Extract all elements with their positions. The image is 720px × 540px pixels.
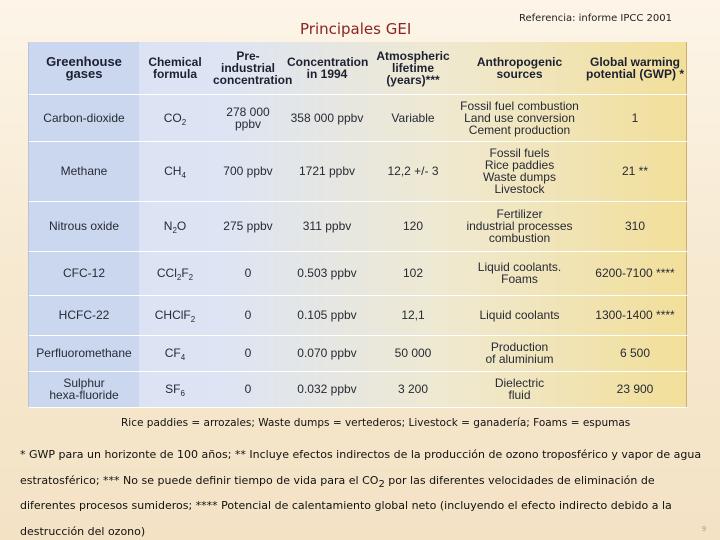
ghg-table <box>29 42 688 408</box>
footnote-text-2: por las diferentes velocidades de eliminación de diferentes procesos sumideros; **** Potencial de calentamiento global neto (incluyendo el efecto indirecto debido a la destrucción del ozono) <box>20 473 672 538</box>
source-line: Fertilizer <box>496 207 543 221</box>
cell-gas <box>29 141 139 201</box>
header-preindustrial-line: concentration <box>213 72 293 87</box>
cell-gwp: 1300-1400 **** <box>582 295 688 335</box>
cell-preindustrial: 0 <box>211 371 285 407</box>
header-formula-line: Chemical <box>148 54 202 69</box>
formula-subscript: 2 <box>172 226 177 235</box>
source-line: Rice paddies <box>484 158 555 172</box>
header-concentration <box>285 42 369 94</box>
gas-name-line: Sulphur <box>63 376 105 390</box>
source-line: combustion <box>488 231 551 245</box>
header-sources-line: Anthropogenic <box>476 54 563 69</box>
formula-base: CH <box>164 164 182 178</box>
cell-sources <box>457 295 582 335</box>
formula-subscript: 2 <box>190 315 196 324</box>
cell-concentration: 0.032 ppbv <box>285 371 369 407</box>
header-concentration-line: Concentration <box>287 54 369 69</box>
header-gwp-line: Global warming <box>589 54 680 69</box>
cell-formula <box>139 371 211 407</box>
cell-lifetime: 12,1 <box>369 295 457 335</box>
header-preindustrial-line: Pre-industrial <box>220 48 275 75</box>
source-line: Liquid coolants <box>479 308 560 322</box>
cell-concentration: 311 ppbv <box>285 201 369 251</box>
formula-subscript: 6 <box>180 389 185 398</box>
formula-subscript: 4 <box>180 353 186 362</box>
source-line: fluid <box>508 388 531 402</box>
cell-formula <box>139 94 211 141</box>
header-preindustrial <box>211 42 293 94</box>
header-lifetime-line: Atmospheric <box>376 48 450 63</box>
cell-sources <box>457 335 582 371</box>
formula-subscript: 2 <box>181 117 187 127</box>
cell-sources <box>457 141 582 201</box>
footnotes <box>20 442 704 540</box>
table-row <box>29 335 688 371</box>
cell-formula <box>139 295 211 335</box>
header-lifetime <box>369 42 457 94</box>
glossary-note: Rice paddies = arrozales; Waste dumps = vertederos; Livestock = ganadería; Foams = espumas <box>121 417 631 429</box>
page-number: 9 <box>702 526 706 533</box>
formula-base: CCl <box>156 266 177 280</box>
source-line: Liquid coolants. <box>477 260 562 274</box>
cell-formula <box>139 335 211 371</box>
table-row <box>29 371 688 407</box>
formula-base: CF <box>164 346 181 360</box>
cell-gwp: 23 900 <box>582 371 688 407</box>
header-formula-line: formula <box>152 66 197 81</box>
cell-formula <box>139 141 211 201</box>
formula-base: F <box>181 266 189 280</box>
cell-formula <box>139 251 211 295</box>
cell-lifetime: 102 <box>369 251 457 295</box>
cell-gas <box>29 251 139 295</box>
formula-subscript: 4 <box>181 171 186 180</box>
source-line: Waste dumps <box>483 170 556 184</box>
formula-base: CO <box>163 110 182 125</box>
source-line: Livestock <box>494 182 545 196</box>
table-header <box>29 42 688 94</box>
gas-name-line: hexa-fluoride <box>49 388 119 402</box>
cell-gwp: 1 <box>582 94 688 141</box>
cell-preindustrial: 278 000 ppbv <box>211 94 285 141</box>
gas-name-line: Nitrous oxide <box>48 219 120 233</box>
cell-lifetime: Variable <box>369 94 457 141</box>
cell-gwp: 310 <box>582 201 688 251</box>
cell-gas <box>29 335 139 371</box>
table-row <box>29 201 688 251</box>
gas-name-line: Methane <box>60 164 108 178</box>
cell-sources <box>457 201 582 251</box>
cell-concentration: 358 000 ppbv <box>285 94 369 141</box>
footnote-text-1: * GWP para un horizonte de 100 años; ** Incluye efectos indirectos de la producción de ozono troposférico y vapor de agua estratosférico; *** No se puede definir tiempo de vida para el CO <box>20 448 702 487</box>
gas-name-line: Perfluoromethane <box>36 346 132 360</box>
source-line: Production <box>490 340 549 354</box>
ghg-table-container <box>28 42 687 407</box>
cell-preindustrial: 0 <box>211 335 285 371</box>
header-row <box>29 42 688 94</box>
cell-gwp: 21 ** <box>582 141 688 201</box>
cell-concentration: 0.105 ppbv <box>285 295 369 335</box>
gas-name-line: CFC-12 <box>62 266 105 280</box>
cell-preindustrial: 275 ppbv <box>211 201 285 251</box>
formula-subscript: 2 <box>188 273 194 282</box>
footnote-subscript: 2 <box>378 478 385 490</box>
header-gas-line: gases <box>65 65 103 81</box>
cell-lifetime: 3 200 <box>369 371 457 407</box>
cell-gwp: 6 500 <box>582 335 688 371</box>
formula-base: O <box>176 219 187 233</box>
source-line: Foams <box>501 272 538 286</box>
header-gwp-line: potential (GWP) * <box>586 66 684 81</box>
cell-preindustrial: 700 ppbv <box>211 141 285 201</box>
cell-preindustrial: 0 <box>211 251 285 295</box>
cell-sources <box>457 251 582 295</box>
cell-gas <box>29 295 139 335</box>
table-row <box>29 251 688 295</box>
cell-concentration: 1721 ppbv <box>285 141 369 201</box>
gas-name-line: Carbon-dioxide <box>43 110 125 125</box>
header-concentration-line: in 1994 <box>306 66 348 81</box>
header-sources-line: sources <box>496 66 543 81</box>
header-sources <box>457 42 582 94</box>
formula-subscript: 2 <box>176 273 182 282</box>
source-line: Land use conversion <box>464 110 575 125</box>
table-row <box>29 141 688 201</box>
source-line: Cement production <box>468 122 571 137</box>
source-line: industrial processes <box>466 219 573 233</box>
formula-base: SF <box>165 382 181 396</box>
formula-base: N <box>163 219 173 233</box>
table-body <box>29 94 688 407</box>
source-line: Fossil fuels <box>489 146 550 160</box>
cell-gas <box>29 201 139 251</box>
cell-gwp: 6200-7100 **** <box>582 251 688 295</box>
cell-preindustrial: 0 <box>211 295 285 335</box>
cell-sources <box>457 371 582 407</box>
cell-gas <box>29 94 139 141</box>
source-line: of aluminium <box>485 352 554 366</box>
header-gas-line: Greenhouse <box>46 53 122 69</box>
header-formula <box>139 42 211 94</box>
header-lifetime-line: lifetime (years)*** <box>386 60 440 87</box>
cell-formula <box>139 201 211 251</box>
table-row <box>29 94 688 141</box>
formula-base: CHClF <box>154 308 191 322</box>
cell-lifetime: 120 <box>369 201 457 251</box>
slide-title: Principales GEI <box>300 20 412 38</box>
cell-concentration: 0.070 ppbv <box>285 335 369 371</box>
reference-note: Referencia: informe IPCC 2001 <box>519 13 672 24</box>
cell-concentration: 0.503 ppbv <box>285 251 369 295</box>
cell-lifetime: 12,2 +/- 3 <box>369 141 457 201</box>
cell-sources <box>457 94 582 141</box>
table-row <box>29 295 688 335</box>
source-line: Dielectric <box>494 376 545 390</box>
source-line: Fossil fuel combustion <box>460 98 579 113</box>
header-gas <box>29 42 139 94</box>
cell-gas <box>29 371 139 407</box>
gas-name-line: HCFC-22 <box>58 308 110 322</box>
cell-lifetime: 50 000 <box>369 335 457 371</box>
header-gwp <box>582 42 688 94</box>
